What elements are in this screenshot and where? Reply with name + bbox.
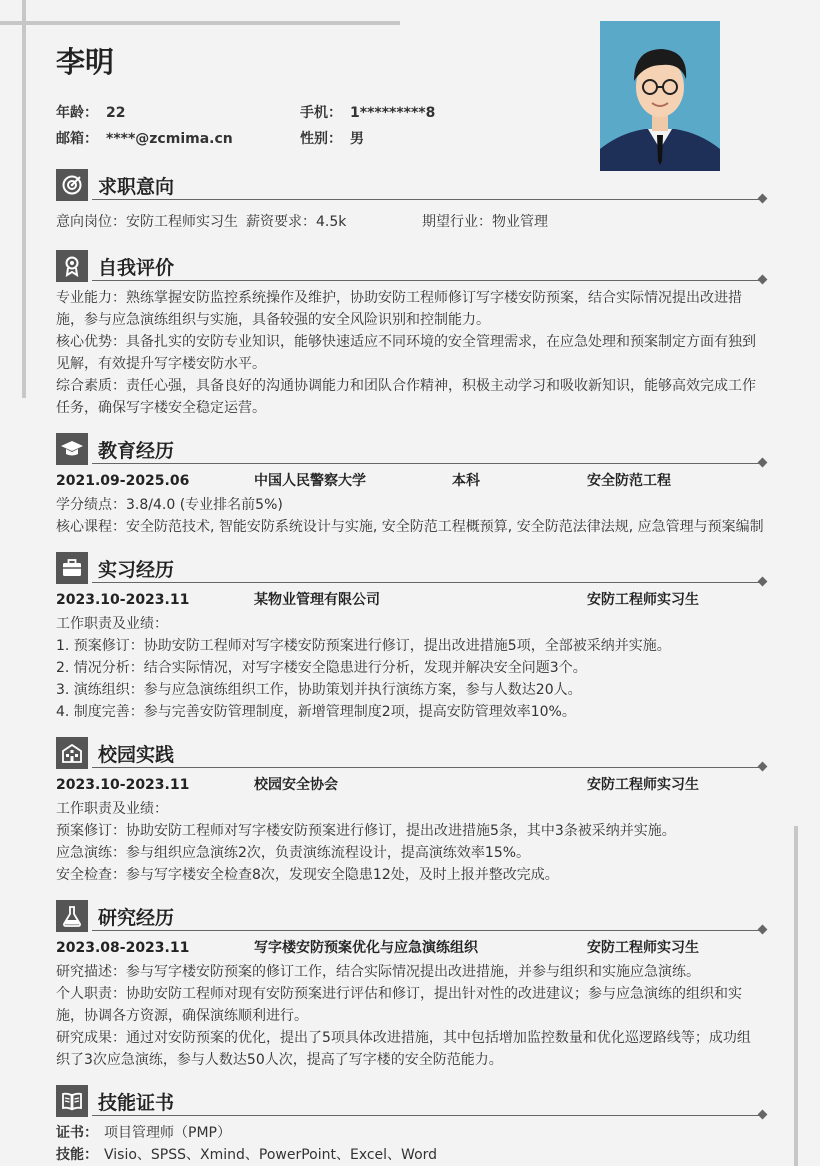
decorative-vertical-bar-bottom	[794, 826, 798, 1166]
intent-industry: 期望行业：物业管理	[422, 214, 548, 230]
cert-label: 证书：	[56, 1125, 98, 1141]
section-divider-end	[758, 1110, 768, 1120]
section-title: 教育经历	[98, 440, 175, 462]
section-title: 校园实践	[98, 744, 175, 766]
skill-line	[56, 1144, 766, 1166]
section-divider	[92, 280, 762, 281]
email-info	[56, 128, 233, 148]
research-role: 安防工程师实习生	[587, 940, 699, 956]
section-divider	[92, 582, 762, 583]
section-divider	[92, 930, 762, 931]
section-divider-end	[758, 577, 768, 587]
self-line: 综合素质：责任心强，具备良好的沟通协调能力和团队合作精神，积极主动学习和吸收新知识，能够高效完成工作	[56, 378, 756, 394]
research-project: 写字楼安防预案优化与应急演练组织	[254, 940, 478, 956]
section-title: 实习经历	[98, 559, 175, 581]
campus-line: 安全检查：参与写字楼安全检查8次，发现安全隐患12处，及时上报并整改完成。	[56, 867, 559, 883]
self-line: 任务，确保写字楼安全稳定运营。	[56, 400, 266, 416]
email-value: ****@zcmima.cn	[106, 131, 233, 147]
section-header-campus	[56, 737, 766, 769]
briefcase-icon	[56, 552, 88, 584]
age-info	[56, 102, 125, 122]
section-divider	[92, 1115, 762, 1116]
graduation-cap-icon	[56, 433, 88, 465]
education-row	[56, 470, 766, 492]
education-degree: 本科	[452, 473, 480, 489]
internship-line: 4. 制度完善：参与完善安防管理制度，新增管理制度2项，提高安防管理效率10%。	[56, 704, 576, 720]
section-header-internship	[56, 552, 766, 584]
internship-company: 某物业管理有限公司	[254, 592, 380, 608]
profile-photo	[600, 21, 720, 171]
intent-salary: 薪资要求：4.5k	[246, 214, 347, 230]
education-courses: 核心课程：安全防范技术, 智能安防系统设计与实施, 安全防范工程概预算, 安全防范法律法规, 应急管理与预案编制	[56, 519, 764, 535]
section-header-self	[56, 250, 766, 282]
section-header-intent	[56, 169, 766, 201]
section-header-research	[56, 900, 766, 932]
age-value: 22	[106, 105, 126, 121]
campus-line: 应急演练：参与组织应急演练2次，负责演练流程设计，提高演练效率15%。	[56, 845, 531, 861]
section-divider	[92, 463, 762, 464]
internship-line: 工作职责及业绩：	[56, 616, 168, 632]
self-line: 专业能力：熟练掌握安防监控系统操作及维护，协助安防工程师修订写字楼安防预案，结合实际情况提出改进措	[56, 290, 742, 306]
research-date: 2023.08-2023.11	[56, 940, 190, 956]
internship-line: 1. 预案修订：协助安防工程师对写字楼安防预案进行修订，提出改进措施5项，全部被采纳并实施。	[56, 638, 671, 654]
decorative-horizontal-bar	[0, 21, 400, 25]
section-divider	[92, 199, 762, 200]
research-row	[56, 937, 766, 959]
section-divider-end	[758, 194, 768, 204]
education-school: 中国人民警察大学	[254, 473, 366, 489]
cert-line	[56, 1122, 766, 1144]
cert-value: 项目管理师（PMP）	[104, 1125, 231, 1141]
candidate-name: 李明	[56, 45, 115, 79]
phone-label: 手机：	[300, 105, 342, 121]
internship-line: 2. 情况分析：结合实际情况，对写字楼安全隐患进行分析，发现并解决安全问题3个。	[56, 660, 587, 676]
research-line: 织了3次应急演练，参与人数达50人次，提高了写字楼的安全防范能力。	[56, 1052, 503, 1068]
section-title: 研究经历	[98, 907, 175, 929]
section-title: 技能证书	[98, 1092, 175, 1114]
internship-line: 3. 演练组织：参与应急演练组织工作，协助策划并执行演练方案，参与人数达20人。	[56, 682, 582, 698]
section-divider-end	[758, 458, 768, 468]
section-divider-end	[758, 925, 768, 935]
target-icon	[56, 169, 88, 201]
age-label: 年龄：	[56, 105, 98, 121]
book-icon	[56, 1085, 88, 1117]
internship-row	[56, 589, 766, 611]
email-label: 邮箱：	[56, 131, 98, 147]
research-line: 研究成果：通过对安防预案的优化，提出了5项具体改进措施，其中包括增加监控数量和优化巡逻路线等；成功组	[56, 1030, 751, 1046]
research-line: 个人职责：协助安防工程师对现有安防预案进行评估和修订，提出针对性的改进建议；参与应急演练的组织和实	[56, 986, 742, 1002]
section-header-skills	[56, 1085, 766, 1117]
phone-info	[300, 102, 435, 122]
self-line: 核心优势：具备扎实的安防专业知识，能够快速适应不同环境的安全管理需求，在应急处理和预案制定方面有独到	[56, 334, 756, 350]
intent-position: 意向岗位：安防工程师实习生	[56, 214, 238, 230]
section-header-education	[56, 433, 766, 465]
self-line: 见解，有效提升写字楼安防水平。	[56, 356, 266, 372]
gender-label: 性别：	[300, 131, 342, 147]
school-building-icon	[56, 737, 88, 769]
flask-icon	[56, 900, 88, 932]
campus-line: 预案修订：协助安防工程师对写字楼安防预案进行修订，提出改进措施5条，其中3条被采纳并实施。	[56, 823, 676, 839]
skill-label: 技能：	[56, 1147, 98, 1163]
skill-value: Visio、SPSS、Xmind、PowerPoint、Excel、Word	[104, 1147, 438, 1163]
campus-role: 安防工程师实习生	[587, 777, 699, 793]
gender-value: 男	[350, 131, 364, 147]
phone-value: 1*********8	[350, 105, 436, 121]
self-line: 施，参与应急演练组织与实施，具备较强的安全风险识别和控制能力。	[56, 312, 490, 328]
campus-org: 校园安全协会	[254, 777, 338, 793]
campus-line: 工作职责及业绩：	[56, 801, 168, 817]
research-line: 研究描述：参与写字楼安防预案的修订工作，结合实际情况提出改进措施，并参与组织和实施应急演练。	[56, 964, 700, 980]
decorative-vertical-bar	[22, 0, 26, 398]
gender-info	[300, 128, 364, 148]
section-title: 自我评价	[98, 257, 175, 279]
internship-role: 安防工程师实习生	[587, 592, 699, 608]
education-date: 2021.09-2025.06	[56, 473, 190, 489]
campus-row	[56, 774, 766, 796]
internship-date: 2023.10-2023.11	[56, 592, 190, 608]
section-divider	[92, 767, 762, 768]
education-gpa: 学分绩点：3.8/4.0 (专业排名前5%)	[56, 497, 283, 513]
education-major: 安全防范工程	[587, 473, 671, 489]
section-divider-end	[758, 275, 768, 285]
section-divider-end	[758, 762, 768, 772]
badge-icon	[56, 250, 88, 282]
research-line: 施，协调各方资源，确保演练顺利进行。	[56, 1008, 308, 1024]
campus-date: 2023.10-2023.11	[56, 777, 190, 793]
section-title: 求职意向	[98, 176, 175, 198]
